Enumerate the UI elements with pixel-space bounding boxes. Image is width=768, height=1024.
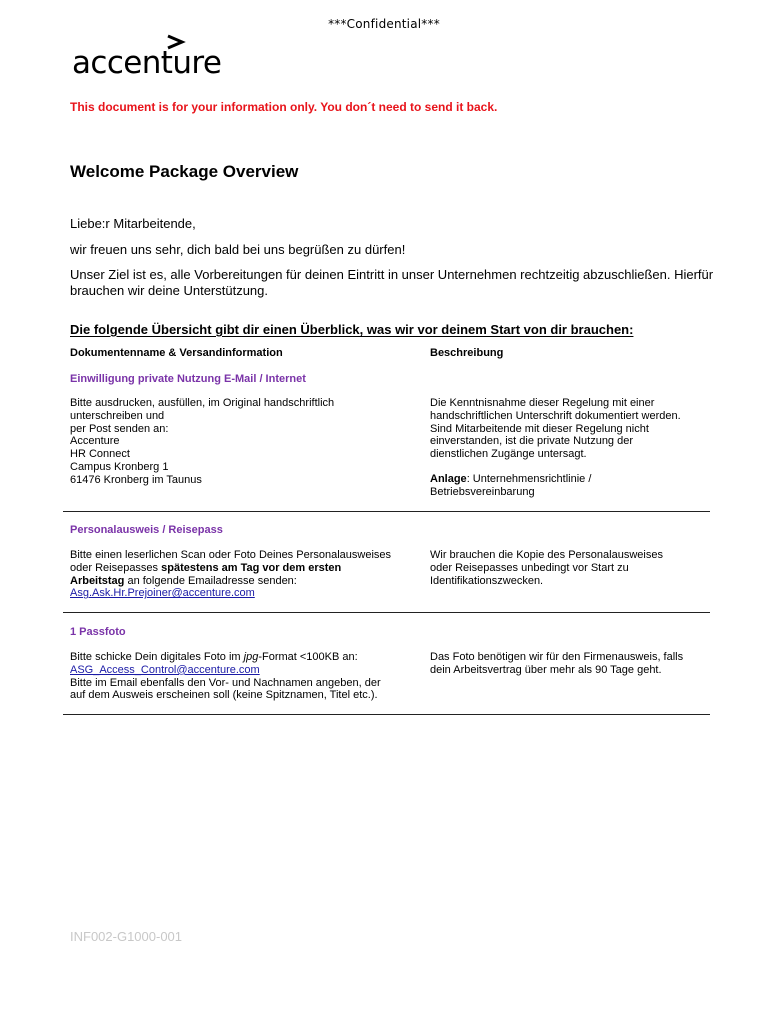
- confidential-marker: ***Confidential***: [328, 17, 440, 31]
- logo-wordmark: accenture: [72, 45, 222, 81]
- overview-heading: Die folgende Übersicht gibt dir einen Überblick, was wir vor deinem Start von dir brauchen:: [70, 322, 634, 337]
- id-card-text-pre: Bitte einen leserlichen Scan oder Foto Deines Personalausweises oder Reisepasses: [70, 549, 392, 574]
- photo-text-after: Bitte im Email ebenfalls den Vor- und Nachnamen angeben, der auf dem Ausweis erscheinen soll (keine Spitznamen, Titel etc.).: [70, 676, 381, 702]
- column-header-description: Beschreibung: [430, 347, 504, 359]
- passport-photo-instructions: [70, 651, 400, 702]
- attachment-text: : Unternehmensrichtlinie / Betriebsvereinbarung: [430, 473, 592, 498]
- attachment-label: Anlage: [430, 473, 467, 485]
- greeting: Liebe:r Mitarbeitende,: [70, 216, 196, 231]
- photo-text-pre: Bitte schicke Dein digitales Foto im: [70, 651, 244, 663]
- section-divider: [63, 714, 710, 715]
- id-card-description: Wir brauchen die Kopie des Personalausweises oder Reisepasses unbedingt vor Start zu Identifikationszwecken.: [430, 549, 663, 587]
- prejoiner-email-link[interactable]: Asg.Ask.Hr.Prejoiner@accenture.com: [70, 587, 255, 600]
- intro-line-2: Unser Ziel ist es, alle Vorbereitungen für deinen Eintritt in unser Unternehmen rechtzeitig abzuschließen. Hierfür brauchen wir deine Unterstützung.: [70, 267, 714, 298]
- intro-line-1: wir freuen uns sehr, dich bald bei uns begrüßen zu dürfen!: [70, 242, 406, 257]
- id-card-text-post: an folgende Emailadresse senden:: [124, 574, 297, 587]
- section-divider: [63, 511, 710, 512]
- email-consent-attachment: [430, 473, 730, 499]
- notice-text: This document is for your information only. You don´t need to send it back.: [70, 100, 498, 114]
- id-card-instructions: [70, 549, 400, 600]
- section-divider: [63, 612, 710, 613]
- photo-text-post: -Format <100KB an:: [258, 651, 358, 663]
- email-consent-instructions: Bitte ausdrucken, ausfüllen, im Original handschriftlich unterschreiben und per Post senden an: Accenture HR Connect Campus Kronberg 1 61476 Kronberg im Taunus: [70, 397, 335, 486]
- section-title-passport-photo: 1 Passfoto: [70, 626, 126, 638]
- section-title-id-card: Personalausweis / Reisepass: [70, 524, 223, 536]
- column-header-documents: Dokumentenname & Versandinformation: [70, 347, 283, 359]
- page-title: Welcome Package Overview: [70, 162, 299, 181]
- id-card-deadline: spätestens am Tag vor dem ersten Arbeitstag: [70, 561, 342, 587]
- document-code: INF002-G1000-001: [70, 929, 183, 944]
- access-control-email-link[interactable]: ASG_Access_Control@accenture.com: [70, 663, 260, 676]
- section-title-email-consent: Einwilligung private Nutzung E-Mail / Internet: [70, 373, 306, 385]
- email-consent-description: Die Kenntnisnahme dieser Regelung mit einer handschriftlichen Unterschrift dokumentiert werden. Sind Mitarbeitende mit dieser Regelung nicht einverstanden, ist die private Nutzung der dienstlichen Zugänge untersagt.: [430, 397, 681, 461]
- photo-format: jpg: [243, 651, 259, 663]
- passport-photo-description: Das Foto benötigen wir für den Firmenausweis, falls dein Arbeitsvertrag über mehr als 90 Tage geht.: [430, 651, 684, 676]
